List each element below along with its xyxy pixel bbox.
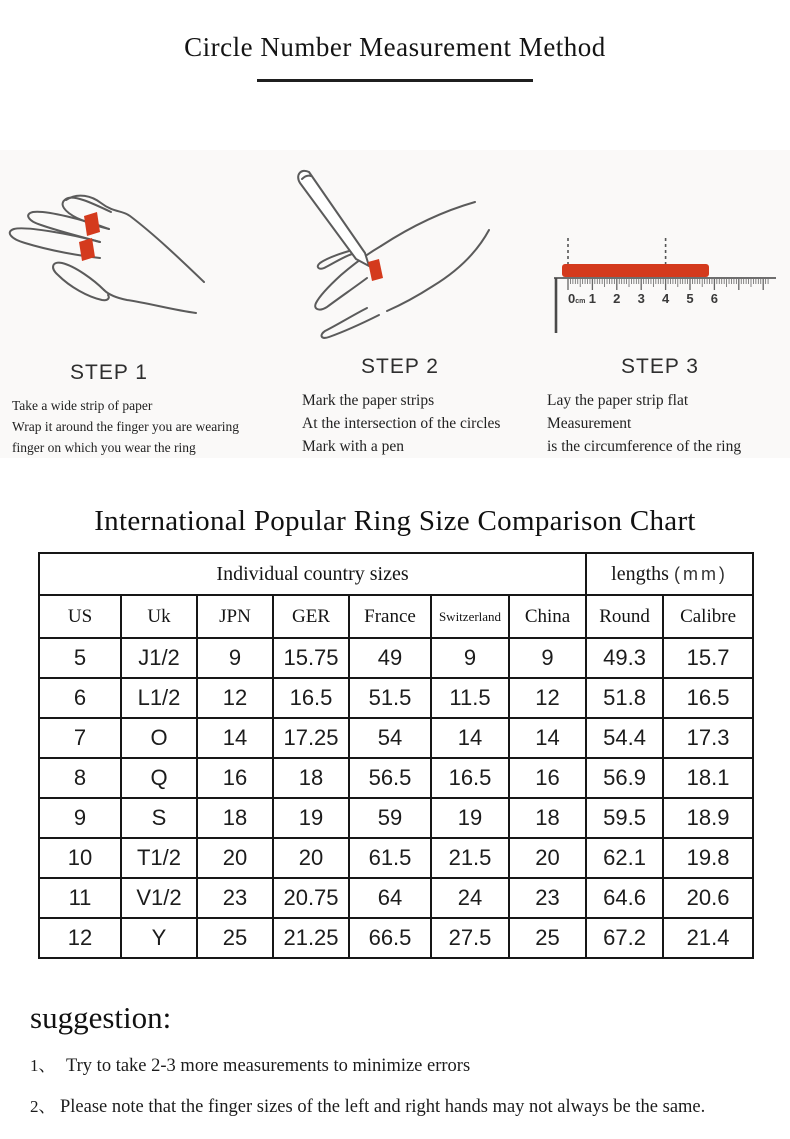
suggestion-item-1-text: Try to take 2-3 more measurements to minimize errors [66, 1056, 471, 1076]
page-title: Circle Number Measurement Method [184, 32, 606, 62]
hand-with-paper-strip-icon [0, 150, 270, 355]
step-1-line-2: Wrap it around the finger you are wearing [12, 419, 239, 434]
step-1 [0, 150, 270, 458]
column-header: Uk [121, 595, 197, 638]
table-cell: 24 [431, 878, 509, 918]
table-cell: 20 [197, 838, 273, 878]
table-cell: 12 [197, 678, 273, 718]
paper-strip-mark-1 [84, 212, 100, 236]
step-2-figure [270, 150, 530, 345]
table-cell: L1/2 [121, 678, 197, 718]
step-1-label: STEP 1 [70, 361, 148, 384]
marked-paper-strip [368, 259, 383, 281]
svg-text:0cm: 0cm [568, 291, 586, 306]
table-cell: 16.5 [273, 678, 349, 718]
title-underline [257, 79, 533, 82]
table-cell: 16.5 [431, 758, 509, 798]
table-cell: 14 [197, 718, 273, 758]
table-cell: 21.4 [663, 918, 753, 958]
table-cell: 16 [509, 758, 586, 798]
table-cell: 51.5 [349, 678, 431, 718]
table-cell: 25 [509, 918, 586, 958]
table-cell: 16.5 [663, 678, 753, 718]
table-cell: 67.2 [586, 918, 663, 958]
step-1-line-3: finger on which you wear the ring [12, 440, 196, 455]
step-2-line-3: Mark with a pen [302, 438, 405, 455]
table-cell: T1/2 [121, 838, 197, 878]
table-cell: 19.8 [663, 838, 753, 878]
table-cell: J1/2 [121, 638, 197, 678]
column-header: GER [273, 595, 349, 638]
pen-icon [298, 171, 369, 266]
table-cell: V1/2 [121, 878, 197, 918]
svg-text:2: 2 [613, 291, 621, 306]
table-cell: 56.9 [586, 758, 663, 798]
table-cell: 20.75 [273, 878, 349, 918]
table-cell: 14 [509, 718, 586, 758]
table-cell: 7 [39, 718, 121, 758]
table-cell: 20.6 [663, 878, 753, 918]
column-header: China [509, 595, 586, 638]
table-cell: 11 [39, 878, 121, 918]
column-header: France [349, 595, 431, 638]
ring-size-table-body [39, 638, 753, 958]
suggestion-item-2-text: Please note that the finger sizes of the left and right hands may not always be the same. [60, 1097, 706, 1117]
table-group-header-row [39, 553, 753, 595]
table-row [39, 758, 753, 798]
column-header: Calibre [663, 595, 753, 638]
suggestion-item-1 [30, 1051, 770, 1077]
step-2-line-1: Mark the paper strips [302, 392, 435, 409]
table-cell: 18 [509, 798, 586, 838]
table-row [39, 798, 753, 838]
suggestion-heading: suggestion: [30, 1000, 172, 1035]
ruler-measurement-icon [540, 190, 790, 350]
ruler-numbers [568, 291, 718, 306]
table-row [39, 638, 753, 678]
table-cell: 62.1 [586, 838, 663, 878]
table-cell: 54 [349, 718, 431, 758]
step-1-description [0, 395, 270, 458]
table-cell: 21.25 [273, 918, 349, 958]
table-cell: 18.9 [663, 798, 753, 838]
paper-strip-mark-2 [79, 238, 95, 261]
table-cell: 64.6 [586, 878, 663, 918]
table-cell: 11.5 [431, 678, 509, 718]
lengths-label: lengths [611, 562, 669, 585]
table-cell: 64 [349, 878, 431, 918]
step-3-line-2: Measurement [547, 415, 632, 432]
step-3-line-1: Lay the paper strip flat [547, 392, 689, 409]
table-cell: 17.25 [273, 718, 349, 758]
step-2-label: STEP 2 [361, 355, 439, 378]
table-cell: 9 [197, 638, 273, 678]
step-2 [270, 150, 530, 458]
step-3-line-3: is the circumference of the ring [547, 438, 742, 455]
table-cell: Q [121, 758, 197, 798]
table-cell: 18.1 [663, 758, 753, 798]
step-2-line-2: At the intersection of the circles [302, 415, 501, 432]
table-cell: 9 [39, 798, 121, 838]
table-row [39, 878, 753, 918]
group-header-lengths [586, 553, 753, 595]
table-cell: 61.5 [349, 838, 431, 878]
step-3-description [530, 389, 790, 458]
table-cell: 8 [39, 758, 121, 798]
table-cell: 12 [509, 678, 586, 718]
table-cell: 19 [431, 798, 509, 838]
table-row [39, 838, 753, 878]
table-cell: 51.8 [586, 678, 663, 718]
svg-text:1: 1 [588, 291, 597, 306]
svg-text:6: 6 [710, 291, 719, 306]
suggestion-item-2-marker: 2、 [30, 1097, 56, 1116]
table-cell: 18 [273, 758, 349, 798]
table-cell: 25 [197, 918, 273, 958]
table-column-header-row [39, 595, 753, 638]
table-row [39, 718, 753, 758]
table-cell: 12 [39, 918, 121, 958]
table-cell: 49.3 [586, 638, 663, 678]
table-cell: 14 [431, 718, 509, 758]
table-cell: 15.7 [663, 638, 753, 678]
table-cell: 17.3 [663, 718, 753, 758]
suggestion-section [30, 1000, 770, 1118]
column-header: US [39, 595, 121, 638]
table-cell: Y [121, 918, 197, 958]
table-cell: 10 [39, 838, 121, 878]
table-cell: 20 [509, 838, 586, 878]
table-cell: 19 [273, 798, 349, 838]
table-row [39, 678, 753, 718]
table-cell: O [121, 718, 197, 758]
table-cell: 27.5 [431, 918, 509, 958]
table-cell: 9 [431, 638, 509, 678]
lengths-unit: (mm) [673, 563, 728, 584]
svg-text:3: 3 [637, 291, 645, 306]
step-2-description [270, 389, 530, 458]
table-cell: 16 [197, 758, 273, 798]
ring-size-table [38, 552, 754, 959]
svg-text:4: 4 [661, 291, 670, 306]
table-cell: 56.5 [349, 758, 431, 798]
suggestion-item-1-marker: 1、 [30, 1056, 56, 1075]
table-cell: 59 [349, 798, 431, 838]
table-cell: 5 [39, 638, 121, 678]
table-cell: 66.5 [349, 918, 431, 958]
table-cell: S [121, 798, 197, 838]
table-cell: 49 [349, 638, 431, 678]
group-header-country-sizes: Individual country sizes [39, 553, 586, 595]
measurement-steps [0, 150, 790, 458]
ruler-ticks [568, 279, 768, 290]
step-1-figure [0, 150, 270, 351]
column-header: Round [586, 595, 663, 638]
column-header: JPN [197, 595, 273, 638]
header [0, 0, 790, 82]
step-3 [530, 150, 790, 458]
table-row [39, 918, 753, 958]
table-cell: 6 [39, 678, 121, 718]
suggestion-item-2 [30, 1092, 770, 1118]
measured-paper-strip [562, 264, 709, 277]
table-cell: 23 [197, 878, 273, 918]
svg-text:5: 5 [686, 291, 694, 306]
pen-marking-hand-icon [275, 150, 535, 355]
column-header: Switzerland [431, 595, 509, 638]
table-cell: 54.4 [586, 718, 663, 758]
table-cell: 59.5 [586, 798, 663, 838]
table-cell: 21.5 [431, 838, 509, 878]
step-3-label: STEP 3 [621, 355, 699, 378]
comparison-chart-section [0, 505, 790, 959]
step-1-line-1: Take a wide strip of paper [12, 398, 153, 413]
table-cell: 23 [509, 878, 586, 918]
step-3-figure [530, 150, 790, 345]
table-cell: 9 [509, 638, 586, 678]
chart-title: International Popular Ring Size Comparison Chart [94, 505, 696, 537]
table-cell: 20 [273, 838, 349, 878]
table-cell: 15.75 [273, 638, 349, 678]
table-cell: 18 [197, 798, 273, 838]
